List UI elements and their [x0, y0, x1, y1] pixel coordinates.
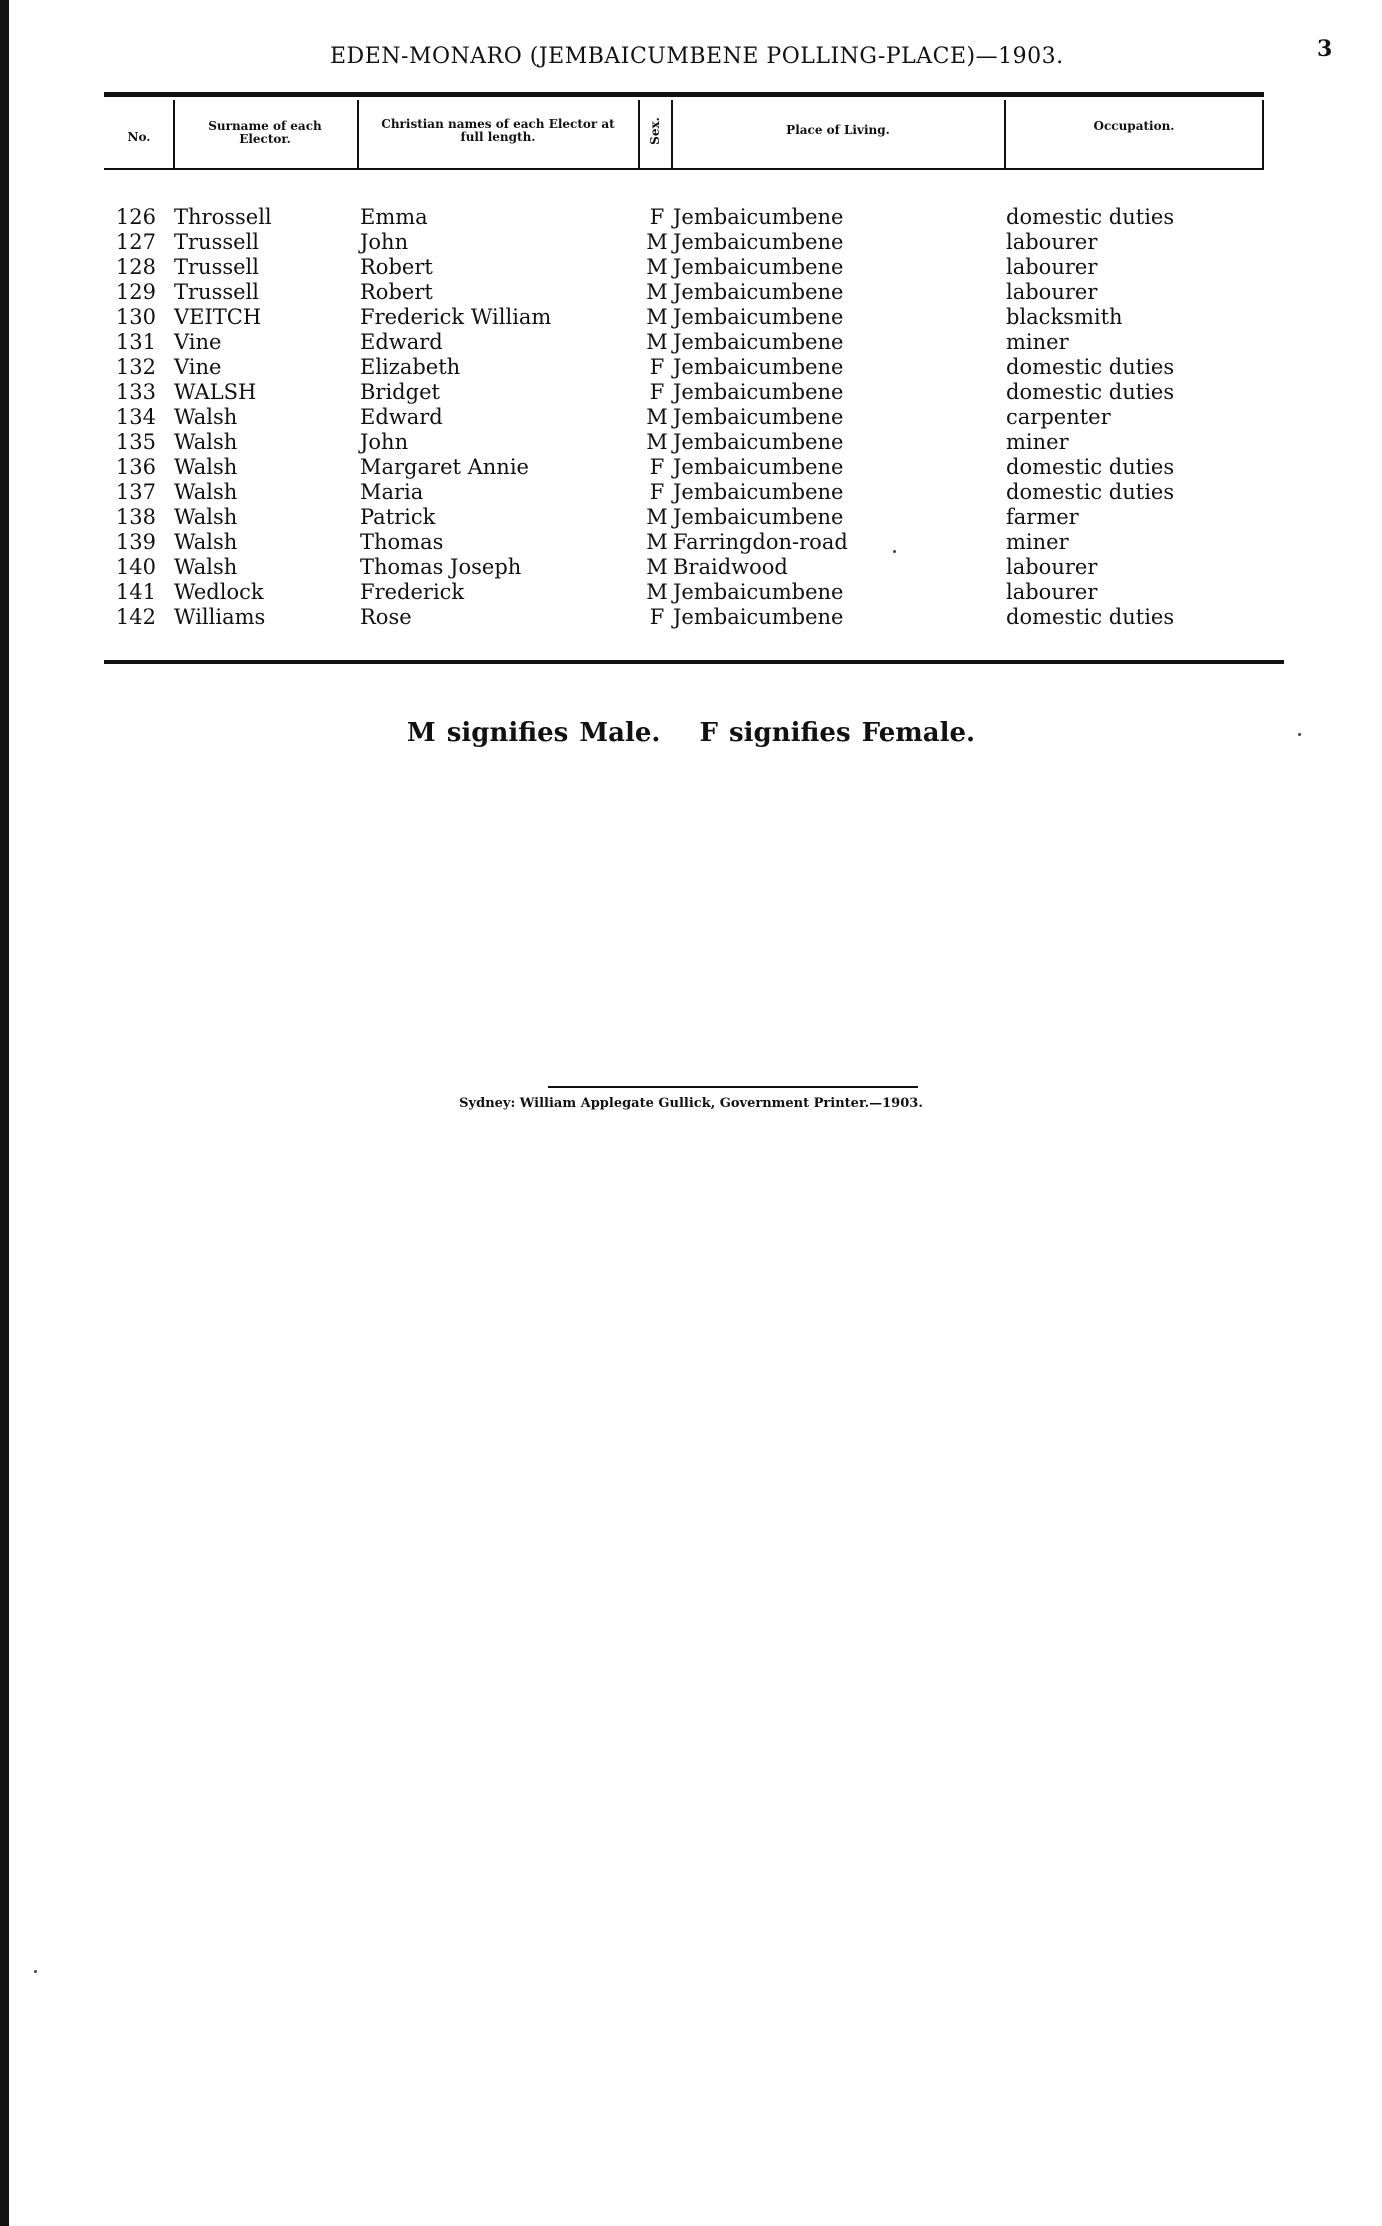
table-row	[0, 430, 1382, 455]
elector-surname: Walsh	[174, 530, 238, 554]
column-header-occupation: Occupation.	[1093, 119, 1175, 133]
elector-sex: M	[646, 305, 668, 329]
sex-legend	[0, 718, 1382, 748]
column-divider	[173, 100, 175, 168]
elector-place: Jembaicumbene	[673, 455, 844, 479]
elector-occupation: miner	[1006, 330, 1069, 354]
elector-place: Jembaicumbene	[673, 380, 844, 404]
elector-number: 134	[115, 405, 156, 429]
table-row	[0, 555, 1382, 580]
table-row	[0, 405, 1382, 430]
elector-place: Jembaicumbene	[673, 505, 844, 529]
table-row	[0, 205, 1382, 230]
elector-surname: Throssell	[174, 205, 272, 229]
elector-surname: Vine	[174, 330, 222, 354]
elector-sex: F	[649, 455, 665, 479]
print-speck	[1298, 733, 1301, 736]
table-row	[0, 255, 1382, 280]
page-title: EDEN-MONARO (JEMBAICUMBENE POLLING-PLACE)—1903.	[330, 44, 1064, 69]
elector-surname: WALSH	[174, 380, 257, 404]
elector-christian-names: John	[360, 230, 409, 254]
elector-sex: M	[646, 505, 668, 529]
elector-occupation: labourer	[1006, 255, 1098, 279]
elector-christian-names: Edward	[360, 330, 443, 354]
elector-christian-names: Margaret Annie	[360, 455, 529, 479]
table-row	[0, 380, 1382, 405]
column-divider	[1262, 100, 1264, 168]
elector-surname: Walsh	[174, 480, 238, 504]
elector-place: Jembaicumbene	[673, 405, 844, 429]
elector-number: 129	[115, 280, 156, 304]
elector-sex: F	[649, 380, 665, 404]
elector-sex: M	[646, 430, 668, 454]
column-divider	[357, 100, 359, 168]
elector-surname: Walsh	[174, 430, 238, 454]
table-row	[0, 505, 1382, 530]
elector-christian-names: Robert	[360, 255, 433, 279]
elector-sex: M	[646, 280, 668, 304]
elector-christian-names: Robert	[360, 280, 433, 304]
page-number: 3	[1317, 36, 1333, 62]
elector-sex: F	[649, 480, 665, 504]
elector-number: 136	[115, 455, 156, 479]
elector-surname: Walsh	[174, 505, 238, 529]
elector-surname: Walsh	[174, 555, 238, 579]
elector-sex: M	[646, 230, 668, 254]
elector-christian-names: Frederick	[360, 580, 465, 604]
elector-place: Jembaicumbene	[673, 205, 844, 229]
elector-sex: M	[646, 530, 668, 554]
elector-number: 127	[115, 230, 156, 254]
table-row	[0, 280, 1382, 305]
elector-place: Jembaicumbene	[673, 305, 844, 329]
elector-place: Jembaicumbene	[673, 430, 844, 454]
elector-sex: M	[646, 580, 668, 604]
elector-number: 126	[115, 205, 156, 229]
elector-christian-names: Thomas	[360, 530, 444, 554]
column-header-surname: Surname of each Elector.	[208, 119, 322, 146]
table-row	[0, 455, 1382, 480]
elector-number: 140	[115, 555, 156, 579]
elector-sex: M	[646, 405, 668, 429]
table-row	[0, 305, 1382, 330]
elector-occupation: miner	[1006, 530, 1069, 554]
elector-place: Jembaicumbene	[673, 355, 844, 379]
print-speck	[34, 1970, 37, 1973]
elector-occupation: domestic duties	[1006, 205, 1175, 229]
elector-surname: Trussell	[174, 280, 259, 304]
table-top-rule	[104, 92, 1264, 97]
table-header-bottom-rule	[104, 168, 1264, 170]
elector-surname: Trussell	[174, 255, 259, 279]
elector-surname: Trussell	[174, 230, 259, 254]
elector-christian-names: Elizabeth	[360, 355, 461, 379]
elector-number: 131	[115, 330, 156, 354]
elector-number: 138	[115, 505, 156, 529]
column-divider	[638, 100, 640, 168]
elector-place: Jembaicumbene	[673, 580, 844, 604]
column-divider	[671, 100, 673, 168]
elector-number: 132	[115, 355, 156, 379]
table-row	[0, 530, 1382, 555]
elector-occupation: domestic duties	[1006, 455, 1175, 479]
elector-christian-names: Rose	[360, 605, 412, 629]
elector-christian-names: Maria	[360, 480, 424, 504]
elector-christian-names: Edward	[360, 405, 443, 429]
column-divider	[1004, 100, 1006, 168]
elector-occupation: labourer	[1006, 555, 1098, 579]
elector-sex: M	[646, 330, 668, 354]
elector-place: Jembaicumbene	[673, 605, 844, 629]
elector-number: 142	[115, 605, 156, 629]
elector-number: 139	[115, 530, 156, 554]
elector-place: Jembaicumbene	[673, 230, 844, 254]
table-row	[0, 605, 1382, 630]
elector-surname: Wedlock	[174, 580, 264, 604]
column-header-christian-names: Christian names of each Elector at full length.	[381, 117, 615, 144]
elector-christian-names: John	[360, 430, 409, 454]
elector-christian-names: Patrick	[360, 505, 436, 529]
elector-sex: F	[649, 355, 665, 379]
table-row	[0, 230, 1382, 255]
legend-male: M signifies Male.	[406, 718, 661, 748]
elector-christian-names: Bridget	[360, 380, 440, 404]
elector-occupation: domestic duties	[1006, 480, 1175, 504]
elector-occupation: carpenter	[1006, 405, 1111, 429]
elector-number: 135	[115, 430, 156, 454]
elector-surname: Vine	[174, 355, 222, 379]
elector-surname: VEITCH	[174, 305, 262, 329]
elector-surname: Williams	[174, 605, 266, 629]
elector-number: 133	[115, 380, 156, 404]
elector-occupation: domestic duties	[1006, 380, 1175, 404]
elector-occupation: labourer	[1006, 280, 1098, 304]
column-header-no: No.	[127, 130, 151, 144]
elector-occupation: domestic duties	[1006, 605, 1175, 629]
elector-sex: F	[649, 605, 665, 629]
elector-number: 137	[115, 480, 156, 504]
print-speck	[893, 550, 896, 553]
legend-female: F signifies Female.	[699, 718, 976, 748]
elector-place: Jembaicumbene	[673, 280, 844, 304]
elector-sex: M	[646, 255, 668, 279]
elector-surname: Walsh	[174, 455, 238, 479]
table-row	[0, 480, 1382, 505]
table-row	[0, 330, 1382, 355]
table-row	[0, 355, 1382, 380]
elector-place: Jembaicumbene	[673, 255, 844, 279]
elector-number: 141	[115, 580, 156, 604]
elector-occupation: miner	[1006, 430, 1069, 454]
elector-surname: Walsh	[174, 405, 238, 429]
column-header-sex: Sex.	[648, 117, 662, 145]
elector-christian-names: Emma	[360, 205, 428, 229]
elector-number: 130	[115, 305, 156, 329]
table-bottom-rule	[104, 660, 1284, 664]
table-row	[0, 580, 1382, 605]
elector-christian-names: Frederick William	[360, 305, 552, 329]
imprint-rule	[548, 1086, 918, 1088]
elector-occupation: labourer	[1006, 230, 1098, 254]
elector-place: Jembaicumbene	[673, 330, 844, 354]
elector-occupation: labourer	[1006, 580, 1098, 604]
elector-place: Braidwood	[673, 555, 788, 579]
elector-sex: F	[649, 205, 665, 229]
elector-place: Farringdon-road	[673, 530, 848, 554]
elector-christian-names: Thomas Joseph	[360, 555, 522, 579]
elector-number: 128	[115, 255, 156, 279]
elector-occupation: domestic duties	[1006, 355, 1175, 379]
column-header-place: Place of Living.	[786, 123, 890, 137]
elector-occupation: farmer	[1006, 505, 1079, 529]
elector-place: Jembaicumbene	[673, 480, 844, 504]
elector-occupation: blacksmith	[1006, 305, 1123, 329]
printer-imprint: Sydney: William Applegate Gullick, Government Printer.—1903.	[459, 1096, 923, 1111]
elector-sex: M	[646, 555, 668, 579]
